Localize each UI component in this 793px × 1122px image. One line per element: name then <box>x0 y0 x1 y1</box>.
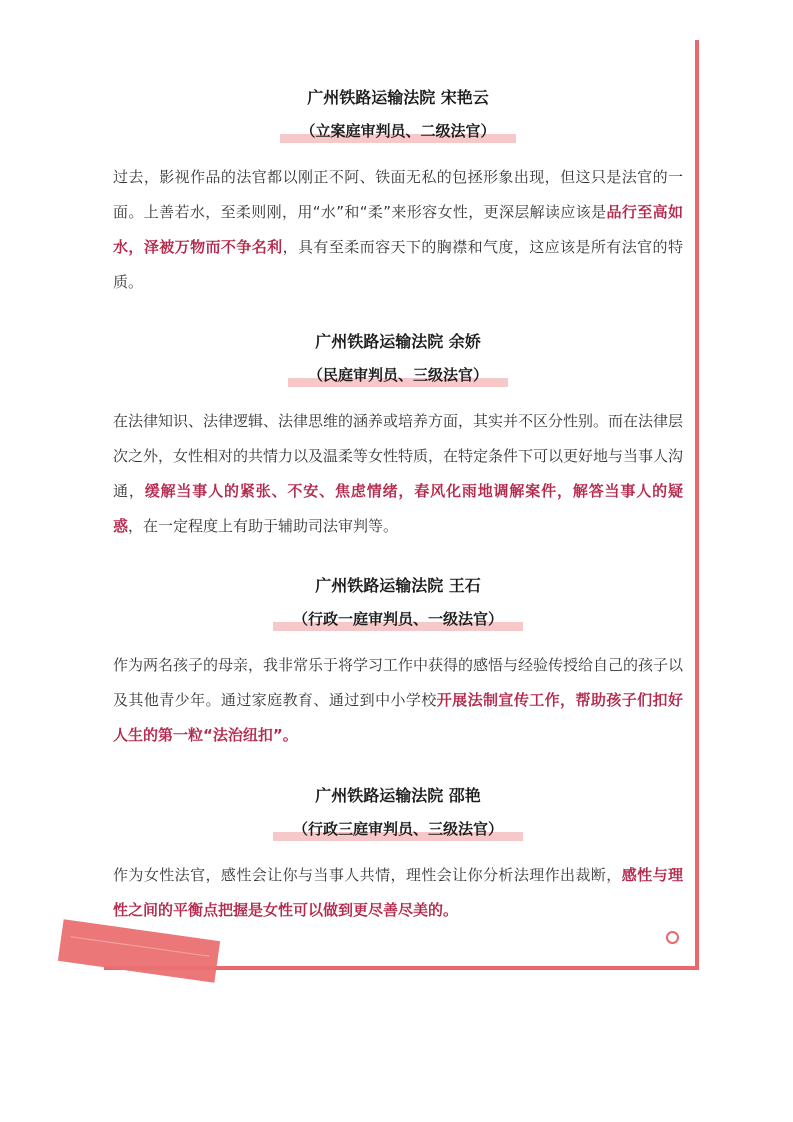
section-3 <box>113 574 683 753</box>
highlight-text: 品行至高如水，泽被万物而不争名利 <box>113 203 683 256</box>
judge-name: 广州铁路运输法院 宋艳云 <box>307 88 489 107</box>
judge-role: （立案庭审判员、二级法官） <box>280 120 515 142</box>
highlight-text: 缓解当事人的紧张、不安、焦虑情绪，春风化雨地调解案件，解答当事人的疑惑 <box>113 482 683 535</box>
section-4 <box>113 784 683 928</box>
section-1 <box>113 86 683 300</box>
highlight-text: 感性与理性之间的平衡点把握是女性可以做到更尽善尽美的。 <box>113 866 683 919</box>
decorative-tape <box>58 919 220 983</box>
statement-paragraph: 作为两名孩子的母亲，我非常乐于将学习工作中获得的感悟与经验传授给自己的孩子以及其他青少年。通过家庭教育、通过到中小学校开展法制宣传工作，帮助孩子们扣好人生的第一粒“法治纽扣”。 <box>113 656 684 744</box>
section-2 <box>113 330 683 544</box>
judge-role: （行政一庭审判员、一级法官） <box>273 608 523 630</box>
judge-name: 广州铁路运输法院 王石 <box>315 576 481 595</box>
frame-right-border <box>695 40 699 970</box>
statement-paragraph: 在法律知识、法律逻辑、法律思维的涵养或培养方面，其实并不区分性别。而在法律层次之外，女性相对的共情力以及温柔等女性特质，在特定条件下可以更好地与当事人沟通，缓解当事人的紧张、不安、焦虑情绪，春风化雨地调解案件，解答当事人的疑惑，在一定程度上有助于辅助司法审判等。 <box>113 412 684 535</box>
judge-role: （民庭审判员、三级法官） <box>288 364 508 386</box>
statement-paragraph: 过去，影视作品的法官都以刚正不阿、铁面无私的包拯形象出现，但这只是法官的一面。上善若水，至柔则刚，用“水”和“柔”来形容女性，更深层解读应该是品行至高如水，泽被万物而不争名利，具有至柔而容天下的胸襟和气度，这应该是所有法官的特质。 <box>113 168 683 291</box>
circle-icon <box>666 931 679 944</box>
judge-role: （行政三庭审判员、三级法官） <box>273 818 523 840</box>
highlight-text: 开展法制宣传工作，帮助孩子们扣好人生的第一粒“法治纽扣”。 <box>113 691 683 744</box>
judge-name: 广州铁路运输法院 余娇 <box>315 332 481 351</box>
statement-paragraph: 作为女性法官，感性会让你与当事人共情，理性会让你分析法理作出裁断，感性与理性之间的平衡点把握是女性可以做到更尽善尽美的。 <box>113 866 683 919</box>
judge-name: 广州铁路运输法院 邵艳 <box>315 786 481 805</box>
